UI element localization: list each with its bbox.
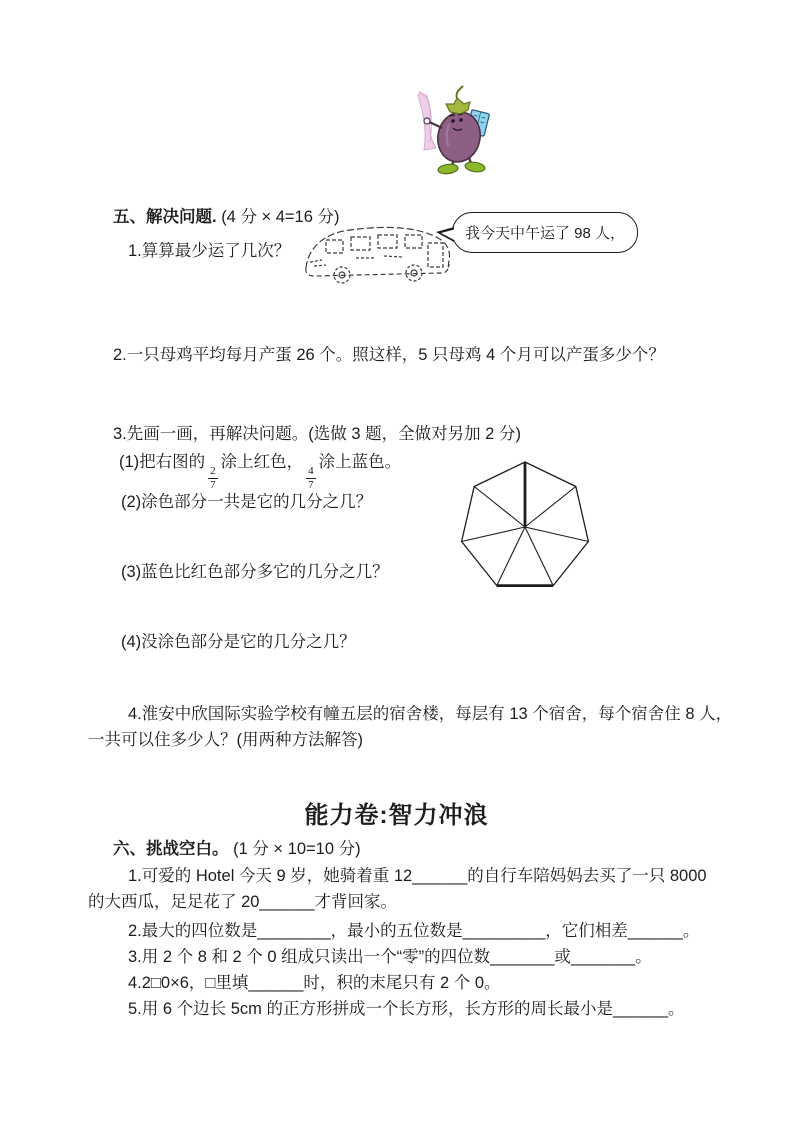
section5-score: (4 分 × 4=16 分) bbox=[221, 208, 340, 226]
q1-text: 1.算算最少运了几次？ bbox=[128, 242, 291, 260]
speech-bubble-text: 我今天中午运了 98 人， bbox=[465, 225, 626, 242]
item3: 3.用 2 个 8 和 2 个 0 组成只读出一个“零”的四位数_______或_______。 bbox=[128, 948, 652, 966]
q3-sub1-suffix: 涂上蓝色。 bbox=[318, 453, 402, 471]
q3-sub4: (4)没涂色部分是它的几分之几？ bbox=[121, 633, 356, 651]
section6-header bbox=[113, 835, 361, 859]
item4: 4.2□0×6，□里填______时，积的末尾只有 2 个 0。 bbox=[128, 974, 501, 992]
item5: 5.用 6 个边长 5cm 的正方形拼成一个长方形，长方形的周长最小是______。 bbox=[128, 1000, 685, 1018]
section6-title: 六、挑战空白。 bbox=[113, 840, 229, 858]
item1-line1: 1.可爱的 Hotel 今天 9 岁，她骑着重 12______的自行车陪妈妈去买了一只 8000 bbox=[128, 867, 707, 885]
fraction-numerator: 4 bbox=[308, 465, 314, 477]
item1-line2: 的大西瓜，足足花了 20______才背回家。 bbox=[88, 893, 397, 911]
q3-sub3: (3)蓝色比红色部分多它的几分之几？ bbox=[121, 563, 389, 581]
q3-sub1-prefix: (1)把右图的 bbox=[119, 453, 206, 471]
q4-line1: 4.淮安中欣国际实验学校有幢五层的宿舍楼，每层有 13 个宿舍，每个宿舍住 8 人， bbox=[128, 705, 733, 723]
section6-score: (1 分 × 10=10 分) bbox=[233, 840, 361, 858]
q2-text: 2.一只母鸡平均每月产蛋 26 个。照这样，5 只母鸡 4 个月可以产蛋多少个？ bbox=[113, 346, 665, 364]
section5-title: 五、解决问题. bbox=[113, 208, 217, 226]
heptagon-svg bbox=[457, 451, 593, 601]
ability-section-title: 能力卷:智力冲浪 bbox=[304, 802, 489, 829]
fraction-numerator: 2 bbox=[210, 465, 216, 477]
heptagon-figure-icon bbox=[457, 451, 593, 601]
q4-line2: 一共可以住多少人？(用两种方法解答) bbox=[88, 731, 363, 749]
q3-intro: 3.先画一画，再解决问题。(选做 3 题，全做对另加 2 分) bbox=[113, 425, 521, 443]
speech-bubble bbox=[452, 212, 638, 253]
eggplant-cartoon-icon bbox=[416, 84, 500, 176]
eggplant-cartoon-svg bbox=[416, 84, 500, 176]
item2: 2.最大的四位数是________，最小的五位数是_________，它们相差______。 bbox=[128, 922, 700, 940]
q3-sub1-mid: 涂上红色， bbox=[220, 453, 304, 471]
q3-sub2: (2)涂色部分一共是它的几分之几？ bbox=[121, 493, 373, 511]
q3-sub1 bbox=[119, 448, 401, 491]
fraction-denominator: 7 bbox=[308, 479, 314, 491]
fraction-denominator: 7 bbox=[210, 479, 216, 491]
